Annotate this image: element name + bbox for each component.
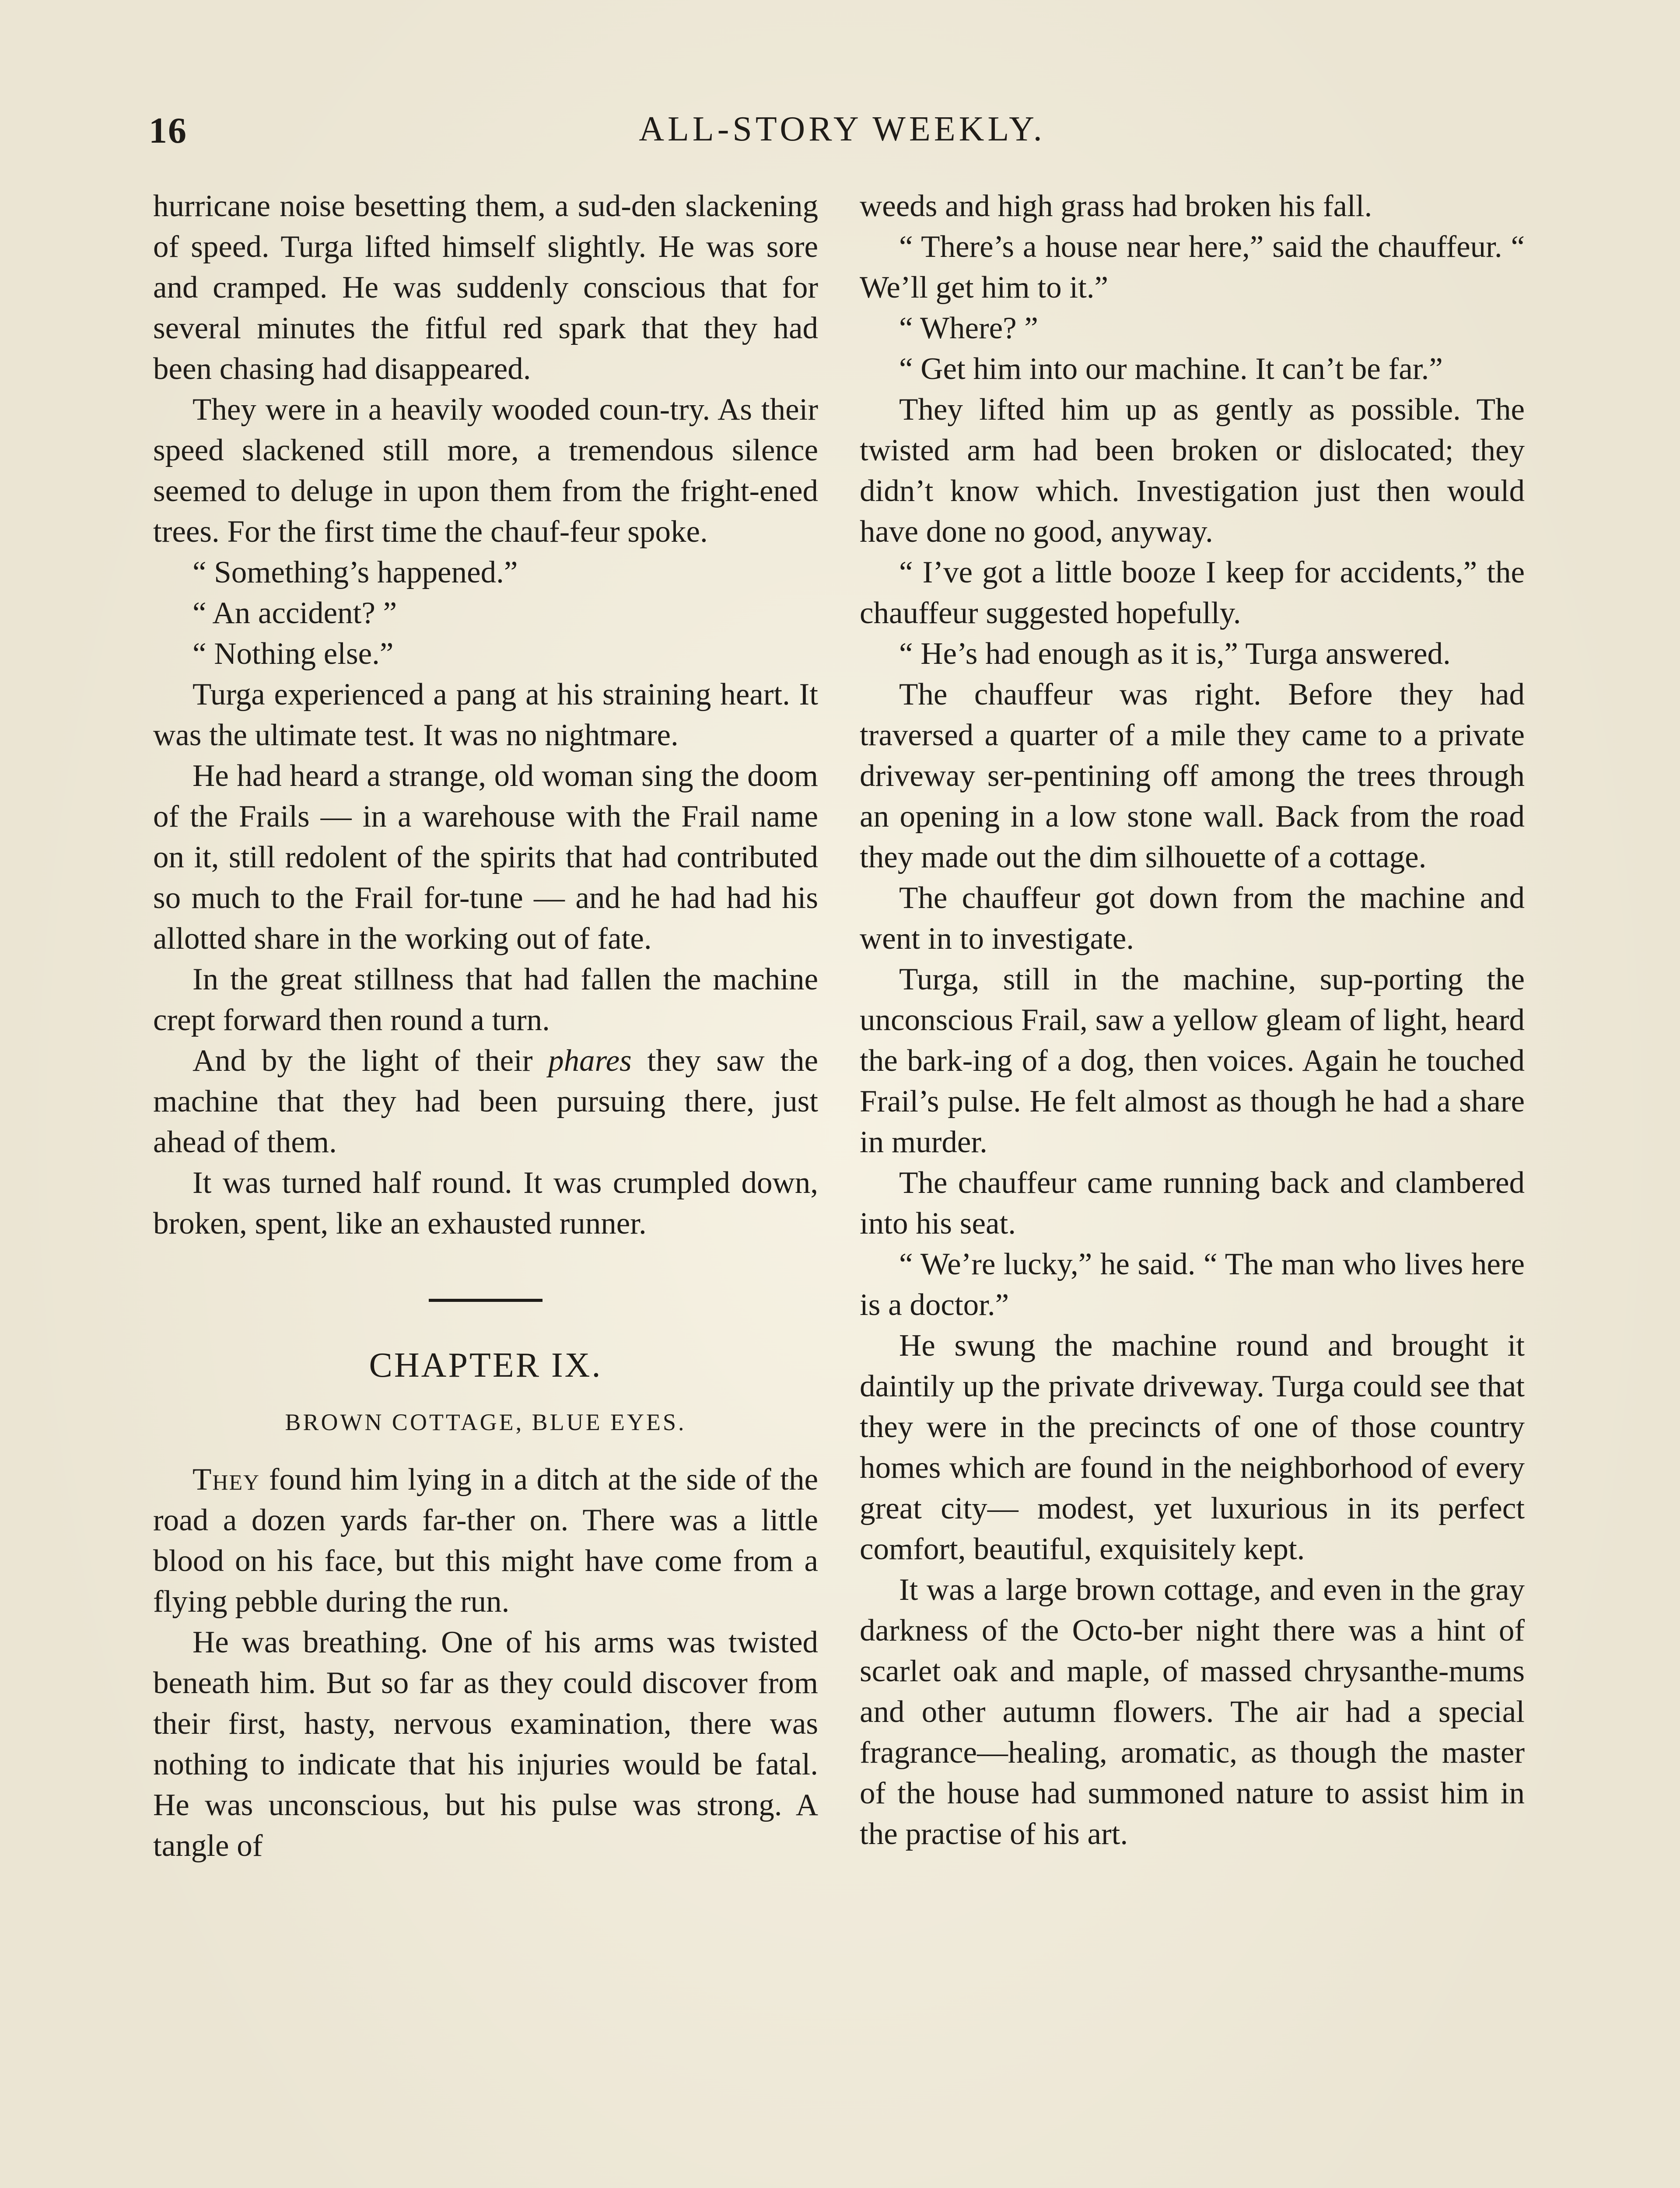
dialogue-paragraph: “ There’s a house near here,” said the chauffeur. “ We’ll get him to it.” [860,230,1525,305]
phares-before-text: And by the light of their [192,1044,549,1078]
story-paragraph: He had heard a strange, old woman sing the doom of the Frails — in a warehouse with the Frail name on it, still redolent of the spirits that had contributed so much to the Frail for-tune — and he had had his allotted share in the working out of fate. [153,759,818,956]
story-paragraph: He swung the machine round and brought it daintily up the private driveway. Turga could see that they were in the precincts of one of those country homes which are found in the neighborhood of every great city— modest, yet luxurious in its perfect comfort, beautiful, exquisitely kept. [860,1329,1525,1566]
story-paragraph: Turga, still in the machine, sup-porting the unconscious Frail, saw a yellow gleam of light, heard the bark-ing of a dog, then voices. Again he touched Frail’s pulse. He felt almost as though he had a share in murder. [860,962,1525,1159]
dialogue-paragraph: “ Something’s happened.” [192,555,518,589]
magazine-title: ALL-STORY WEEKLY. [639,110,1046,148]
chapter-opening-word: They [192,1462,260,1497]
dialogue-paragraph: “ Get him into our machine. It can’t be far.” [899,352,1443,386]
chapter-opening-text: found him lying in a ditch at the side of the road a dozen yards far-ther on. There was a little blood on his face, but this might have come from a flying pebble during the run. [153,1462,818,1619]
dialogue-paragraph: “ Where? ” [899,311,1038,345]
story-paragraph: He was breathing. One of his arms was twisted beneath him. But so far as they could discover from their first, hasty, nervous examination, there was nothing to indicate that his injuries would be fatal. He was unconscious, but his pulse was strong. A tangle of [153,1625,818,1863]
chapter-divider-rule [429,1299,542,1302]
story-paragraph: It was turned half round. It was crumpled down, broken, spent, like an exhausted runner. [153,1166,818,1241]
story-paragraph: weeds and high grass had broken his fall. [860,189,1372,223]
story-paragraph [153,1041,818,1163]
left-column [153,186,818,1866]
story-paragraph: Turga experienced a pang at his straining heart. It was the ultimate test. It was no nightmare. [153,677,818,752]
dialogue-paragraph: “ An accident? ” [192,596,397,630]
dialogue-paragraph: “ Nothing else.” [192,637,394,671]
story-paragraph: hurricane noise besetting them, a sud-den slackening of speed. Turga lifted himself slightly. He was sore and cramped. He was suddenly conscious that for several minutes the fitful red spark that they had been chasing had disappeared. [153,189,818,386]
phares-after-text: they saw the machine that they had been pursuing there, just ahead of them. [153,1044,818,1159]
running-head [149,109,1536,166]
story-paragraph: The chauffeur got down from the machine and went in to investigate. [860,881,1525,956]
chapter-opening-paragraph [153,1459,818,1622]
story-paragraph: They lifted him up as gently as possible. The twisted arm had been broken or dislocated; they didn’t know which. Investigation just then would have done no good, anyway. [860,393,1525,549]
phares-italic-word: phares [548,1044,632,1078]
story-paragraph: In the great stillness that had fallen the machine crept forward then round a turn. [153,962,818,1037]
chapter-subtitle: BROWN COTTAGE, BLUE EYES. [285,1409,686,1435]
story-paragraph: The chauffeur came running back and clambered into his seat. [860,1166,1525,1241]
right-column [860,186,1525,1855]
story-paragraph: They were in a heavily wooded coun-try. As their speed slackened still more, a tremendous silence seemed to deluge in upon them from the fright-ened trees. For the first time the chauf-feur spoke. [153,393,818,549]
page-number: 16 [149,110,187,151]
story-paragraph: The chauffeur was right. Before they had traversed a quarter of a mile they came to a private driveway ser-pentining off among the trees through an opening in a low stone wall. Back from the road they made out the dim silhouette of a cottage. [860,677,1525,874]
dialogue-paragraph: “ We’re lucky,” he said. “ The man who lives here is a doctor.” [860,1247,1525,1322]
story-paragraph: It was a large brown cottage, and even in the gray darkness of the Octo-ber night there was a hint of scarlet oak and maple, of massed chrysanthe-mums and other autumn flowers. The air had a special fragrance—healing, aromatic, as though the master of the house had summoned nature to assist him in the practise of his art. [860,1573,1525,1851]
dialogue-paragraph: “ He’s had enough as it is,” Turga answered. [899,637,1451,671]
dialogue-paragraph: “ I’ve got a little booze I keep for accidents,” the chauffeur suggested hopefully. [860,555,1525,630]
chapter-title: CHAPTER IX. [369,1346,602,1385]
